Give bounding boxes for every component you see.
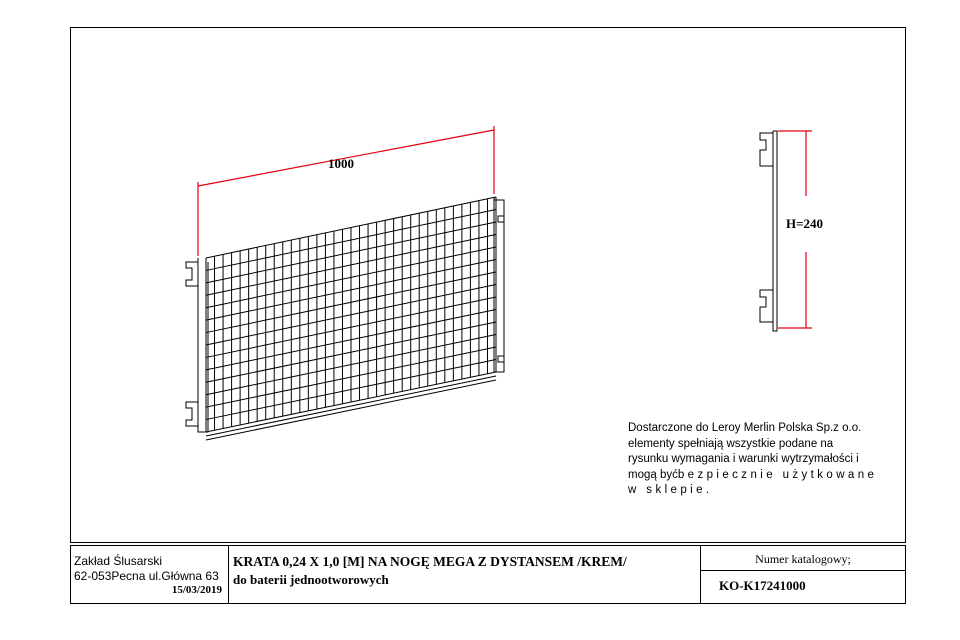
side-profile [760,131,777,331]
width-dimension-label: 1000 [328,156,354,171]
maker-info [74,554,219,584]
note-line [628,468,918,484]
maker-name: Zakład Ślusarski [74,554,163,568]
catalog-cell [701,546,905,603]
catalog-label: Numer katalogowy; [701,550,905,571]
maker-address: 62-053Pecna ul.Główna 63 [74,569,219,583]
title-cell [229,546,701,603]
product-subtitle: do baterii jednootworowych [233,572,389,587]
title-block [70,545,906,604]
product-title: KRATA 0,24 X 1,0 [M] NA NOGĘ MEGA Z DYSTANSEM /KREM/ [233,554,627,569]
note-text: mogą być [628,468,678,481]
catalog-number: KO-K17241000 [719,578,806,593]
height-dimension-label: H=240 [786,216,824,231]
note-line: elementy spełniają wszystkie podane na [628,437,834,450]
note-line: Dostarczone do Leroy Merlin Polska Sp.z o.o. [628,422,862,434]
drawing-date: 15/03/2019 [171,584,222,596]
note-line: rysunku wymagania i warunki wytrzymałości i [628,453,859,465]
note-line-spaced: w sklepie. [628,484,713,496]
wire-mesh-grid [206,197,496,440]
maker-cell [71,546,229,603]
certification-note [628,421,918,499]
left-hook-bracket [186,258,208,432]
width-dimension [198,126,494,256]
note-text-spaced: bezpiecznie użytkowane [677,468,878,481]
